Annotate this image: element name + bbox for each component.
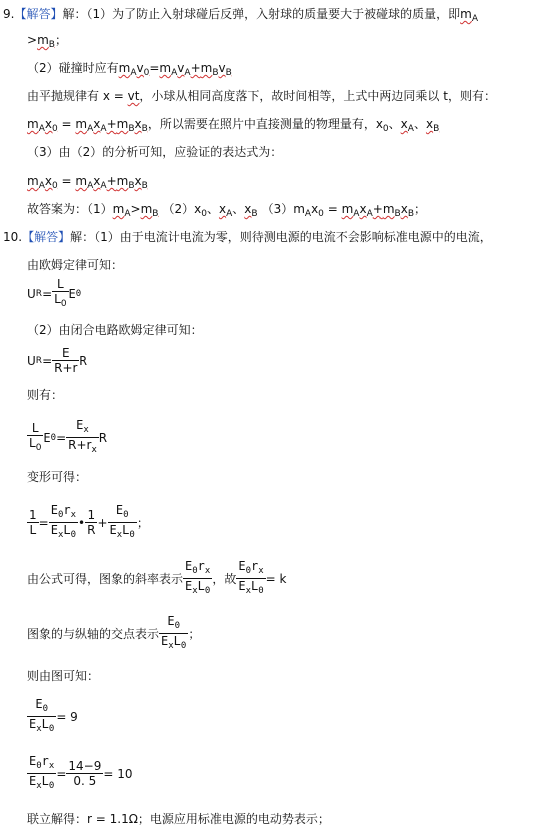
q10-line-7: 图象的与纵轴的交点表示 $\frac{E_0}{E_xL_0}$ ； <box>27 614 201 651</box>
symbol: = <box>57 117 76 131</box>
text: 由欧姆定律可知： <box>27 258 124 272</box>
term: $m_A$ <box>112 202 131 219</box>
fraction: $\frac{E_0r_x}{E_xL_0}$ <box>185 559 211 596</box>
equation-2: U R = $\frac{E}{R+r}$ R <box>27 346 87 375</box>
fraction: $\frac{1}{L}$ <box>29 508 37 537</box>
text: 故答案为：（1） <box>27 202 113 216</box>
fraction: $\frac{E_0r_x}{E_xL_0}$ <box>50 503 77 540</box>
fraction: $\frac{E_0}{E_xL_0}$ <box>161 614 187 651</box>
text: （2）碰撞时应有 <box>27 61 119 75</box>
symbol: ； <box>54 33 67 47</box>
text: 联立解得：r = 1.1Ω；电源应用标准电源的电动势表示； <box>27 812 330 826</box>
term: $x_A$ <box>218 202 233 219</box>
q10-line-5 <box>27 469 87 485</box>
text: 变形可得： <box>27 470 88 484</box>
fraction: $\frac{1}{R}$ <box>87 508 96 537</box>
q9-line-6 <box>27 144 282 160</box>
term: $m_Ax_A+m_Bx_B$ <box>75 117 148 134</box>
subscript: A <box>304 209 312 219</box>
text: 解：（1）由于电流计电流为零，则待测电源的电流不会影响标准电源中的电流， <box>70 230 492 244</box>
term: vt <box>127 89 140 103</box>
answer-tag: 【解答】 <box>14 7 63 21</box>
term: $m_Ax_A+m_Bx_B$ <box>341 202 414 219</box>
fraction: $\frac{L}{L_0}$ <box>29 420 42 453</box>
symbol: 、 <box>388 117 401 131</box>
fraction: $\frac{E_x}{R+r_x}$ <box>68 418 97 455</box>
text: 解：（1）为了防止入射球碰后反弹，入射球的质量要大于被碰球的质量，即 <box>62 7 461 21</box>
fraction: $\frac{E_0r_x}{E_xL_0}$ <box>238 559 264 596</box>
symbol: 、 <box>232 202 245 216</box>
term: $m_B$ <box>140 202 159 219</box>
q10-line-8 <box>27 668 99 684</box>
q9-line-3 <box>27 60 232 81</box>
term: $m_B$ <box>37 33 55 50</box>
equation-3: $\frac{L}{L_0}$ E 0 = $\frac{E_x}{R+r_x}$ R <box>29 418 108 455</box>
fraction: $\frac{E}{R+r}$ <box>54 346 78 375</box>
equation-1: U R = $\frac{L}{L_0}$ E 0 <box>27 277 82 309</box>
symbol: > <box>27 33 38 47</box>
term: $x_B$ <box>425 117 440 134</box>
subscript: 0 <box>201 209 207 219</box>
fraction: $\frac{L}{L_0}$ <box>54 277 67 309</box>
q10-line-9 <box>27 811 330 827</box>
q10-line-6: 由公式可得，图象的斜率表示 $\frac{E_0r_x}{E_xL_0}$ ，故 $\frac{E_0r_x}{E_xL_0}$ = k <box>27 559 287 596</box>
term: $m_Ax_0$ <box>27 117 58 134</box>
q10-line-3 <box>27 322 203 338</box>
equation-5: $\frac{E_0}{E_xL_0}$ = 9 <box>29 697 78 734</box>
q9-line-4 <box>27 88 496 104</box>
term: $m_Ax_0$ <box>27 174 58 191</box>
q10-line-4 <box>27 387 63 403</box>
q10-line-1 <box>3 229 492 245</box>
text: （2）x <box>162 202 202 216</box>
equation-6: $\frac{E_0r_x}{E_xL_0}$ = $\frac{14-9}{0. 5}$ = 10 <box>29 754 133 791</box>
text: 则由图可知： <box>27 669 100 683</box>
subscript: 0 <box>318 209 324 219</box>
answer-tag: 【解答】 <box>22 230 71 244</box>
symbol: = <box>57 174 76 188</box>
fraction: $\frac{E_0}{E_xL_0}$ <box>109 503 135 540</box>
question-number: 9. <box>3 7 15 21</box>
fraction: $\frac{E_0}{E_xL_0}$ <box>29 697 55 734</box>
text: ，所以需要在照片中直接测量的物理量有，x <box>147 117 383 131</box>
symbol: 、 <box>413 117 426 131</box>
question-number: 10. <box>3 230 23 244</box>
fraction: $\frac{14-9}{0. 5}$ <box>68 759 102 788</box>
q9-line-7 <box>27 173 148 194</box>
term: $m_Av_A+m_Bv_B$ <box>159 61 232 78</box>
subscript: 0 <box>382 124 389 134</box>
term: $x_A$ <box>400 117 414 134</box>
text: ，小球从相同高度落下，故时间相等，上式中两边同乘以 t，则有： <box>139 89 496 103</box>
text: 则有： <box>27 388 64 402</box>
text: 由平抛规律有 x = <box>27 89 128 103</box>
symbol: = <box>323 202 342 216</box>
text: （3）m <box>261 202 305 216</box>
q10-line-2 <box>27 257 123 273</box>
q9-line-8 <box>27 201 426 222</box>
term: $m_A$ <box>460 7 478 24</box>
symbol: = <box>149 61 160 75</box>
q9-line-1 <box>3 6 478 27</box>
term: $x_B$ <box>244 202 258 219</box>
symbol: > <box>130 202 141 216</box>
q9-line-5 <box>27 116 439 137</box>
q9-line-2 <box>27 32 67 53</box>
equation-4: $\frac{1}{L}$ = $\frac{E_0r_x}{E_xL_0}$ • $\frac{1}{R}$ + $\frac{E_0}{E_xL_0}$ ； <box>29 503 149 540</box>
text: （3）由（2）的分析可知，应验证的表达式为： <box>27 145 283 159</box>
text: （2）由闭合电路欧姆定律可知： <box>27 323 203 337</box>
term: $m_Av_0$ <box>118 61 150 78</box>
fraction: $\frac{E_0r_x}{E_xL_0}$ <box>29 754 55 791</box>
term: $m_Ax_A+m_Bx_B$ <box>75 174 148 191</box>
symbol: ； <box>414 202 427 216</box>
text: x <box>311 202 319 216</box>
symbol: 、 <box>206 202 219 216</box>
